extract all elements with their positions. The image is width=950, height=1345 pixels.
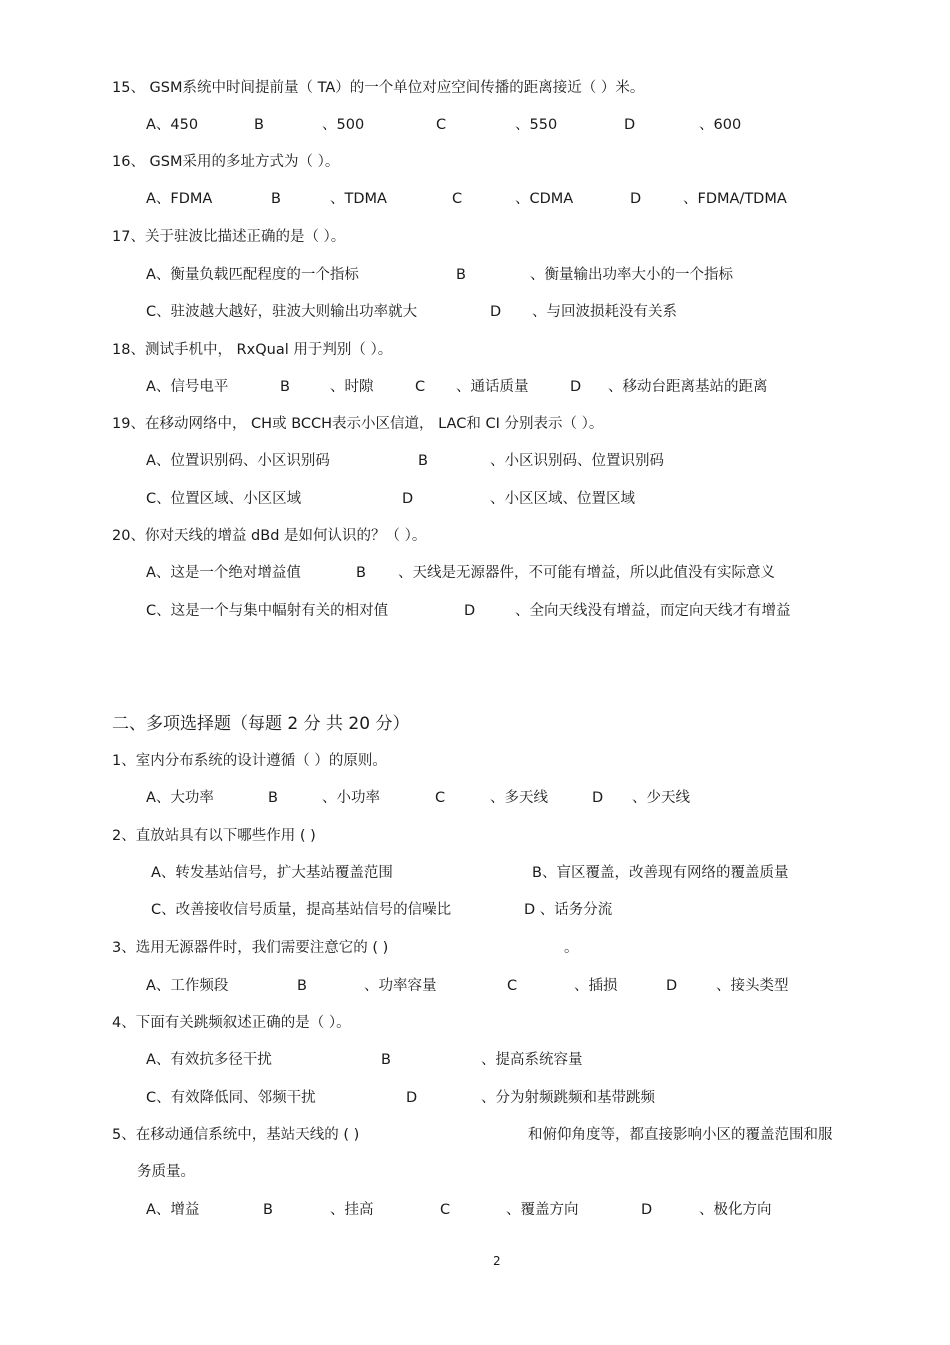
option-a: A、增益: [146, 1202, 200, 1218]
option-b: 、小区识别码、位置识别码: [490, 453, 664, 469]
option-a: A、FDMA: [146, 191, 213, 207]
multi-question-3-stem: 3、选用无源器件时，我们需要注意它的 ( ): [112, 940, 389, 956]
option-b-letter: B: [254, 117, 264, 133]
option-a: A、450: [146, 117, 199, 133]
multi-question-4-stem: 4、下面有关跳频叙述正确的是（ ）。: [112, 1015, 351, 1031]
option-d-letter: D: [666, 978, 678, 994]
option-c: C、这是一个与集中幅射有关的相对值: [146, 603, 389, 619]
option-b-letter: B: [418, 453, 428, 469]
option-b: 、时隙: [330, 379, 374, 395]
option-d-letter: D: [624, 117, 636, 133]
option-b-letter: B: [297, 978, 307, 994]
option-a: A、信号电平: [146, 379, 229, 395]
question-16-stem: 16、 GSM采用的多址方式为（ ）。: [112, 154, 340, 170]
option-d: D 、话务分流: [524, 902, 613, 918]
option-b-letter: B: [356, 565, 366, 581]
option-d-letter: D: [406, 1090, 418, 1106]
option-b: 、功率容量: [364, 978, 437, 994]
option-c: 、覆盖方向: [506, 1202, 579, 1218]
option-d-letter: D: [490, 304, 502, 320]
option-b: 、小功率: [322, 790, 380, 806]
option-b-letter: B: [381, 1052, 391, 1068]
option-c: C、驻波越大越好，驻波大则输出功率就大: [146, 304, 418, 320]
multi-question-1-stem: 1、室内分布系统的设计遵循（ ）的原则。: [112, 753, 387, 769]
question-18-stem: 18、测试手机中， RxQual 用于判别（ ）。: [112, 342, 393, 358]
question-20-stem: 20、你对天线的增益 dBd 是如何认识的？（ ）。: [112, 528, 427, 544]
section-heading: 二、多项选择题（每题 2 分 共 20 分）: [112, 714, 410, 734]
option-d: 、移动台距离基站的距离: [608, 379, 768, 395]
question-19-stem: 19、在移动网络中， CH或 BCCH表示小区信道， LAC和 CI 分别表示（ ）。: [112, 416, 604, 432]
option-d: 、小区区域、位置区域: [490, 491, 635, 507]
option-b: B、盲区覆盖，改善现有网络的覆盖质量: [532, 865, 789, 881]
option-b-letter: B: [280, 379, 290, 395]
option-c-letter: C: [436, 117, 447, 133]
question-15-stem: 15、 GSM系统中时间提前量（ TA）的一个单位对应空间传播的距离接近（ ）米。: [112, 80, 645, 96]
option-c: 、多天线: [490, 790, 548, 806]
option-c: 、CDMA: [515, 191, 574, 207]
option-b: 、衡量输出功率大小的一个指标: [530, 267, 733, 283]
option-d-letter: D: [464, 603, 476, 619]
option-c-letter: C: [507, 978, 518, 994]
page-number: 2: [493, 1254, 501, 1268]
option-b: 、提高系统容量: [481, 1052, 583, 1068]
option-a: A、衡量负载匹配程度的一个指标: [146, 267, 359, 283]
option-d-letter: D: [592, 790, 604, 806]
option-b: 、500: [322, 117, 365, 133]
option-d-letter: D: [630, 191, 642, 207]
multi-question-2-stem: 2、直放站具有以下哪些作用 ( ): [112, 828, 316, 844]
multi-question-5-stem: 5、在移动通信系统中，基站天线的 ( ): [112, 1127, 360, 1143]
option-d: 、极化方向: [699, 1202, 772, 1218]
multi-question-5-stem-cont: 和俯仰角度等，都直接影响小区的覆盖范围和服: [528, 1127, 833, 1143]
option-a: A、有效抗多径干扰: [146, 1052, 272, 1068]
option-d: 、全向天线没有增益，而定向天线才有增益: [515, 603, 791, 619]
multi-question-5-stem-wrap: 务质量。: [137, 1164, 195, 1180]
option-b-letter: B: [456, 267, 466, 283]
option-a: A、位置识别码、小区识别码: [146, 453, 330, 469]
option-c-letter: C: [452, 191, 463, 207]
option-d-letter: D: [402, 491, 414, 507]
option-c-letter: C: [435, 790, 446, 806]
option-c-letter: C: [415, 379, 426, 395]
option-c: 、550: [515, 117, 558, 133]
option-a: A、转发基站信号，扩大基站覆盖范围: [151, 865, 393, 881]
option-b-letter: B: [263, 1202, 273, 1218]
option-d: 、接头类型: [716, 978, 789, 994]
option-a: A、工作频段: [146, 978, 229, 994]
option-d: 、与回波损耗没有关系: [532, 304, 677, 320]
option-b-letter: B: [271, 191, 281, 207]
option-b-letter: B: [268, 790, 278, 806]
option-d-letter: D: [570, 379, 582, 395]
option-a: A、这是一个绝对增益值: [146, 565, 301, 581]
multi-question-3-period: 。: [564, 940, 579, 956]
option-c: C、改善接收信号质量，提高基站信号的信噪比: [151, 902, 452, 918]
question-17-stem: 17、关于驻波比描述正确的是（ ）。: [112, 229, 346, 245]
option-c: C、位置区域、小区区域: [146, 491, 302, 507]
option-d: 、600: [699, 117, 742, 133]
option-c: 、插损: [574, 978, 618, 994]
option-b: 、TDMA: [330, 191, 387, 207]
option-c-letter: C: [440, 1202, 451, 1218]
option-d: 、分为射频跳频和基带跳频: [481, 1090, 655, 1106]
option-c: C、有效降低同、邻频干扰: [146, 1090, 316, 1106]
option-d: 、少天线: [632, 790, 690, 806]
option-d: 、FDMA/TDMA: [683, 191, 787, 207]
option-b: 、天线是无源器件，不可能有增益，所以此值没有实际意义: [398, 565, 775, 581]
option-d-letter: D: [641, 1202, 653, 1218]
option-c: 、通话质量: [456, 379, 529, 395]
option-a: A、大功率: [146, 790, 214, 806]
option-b: 、挂高: [330, 1202, 374, 1218]
